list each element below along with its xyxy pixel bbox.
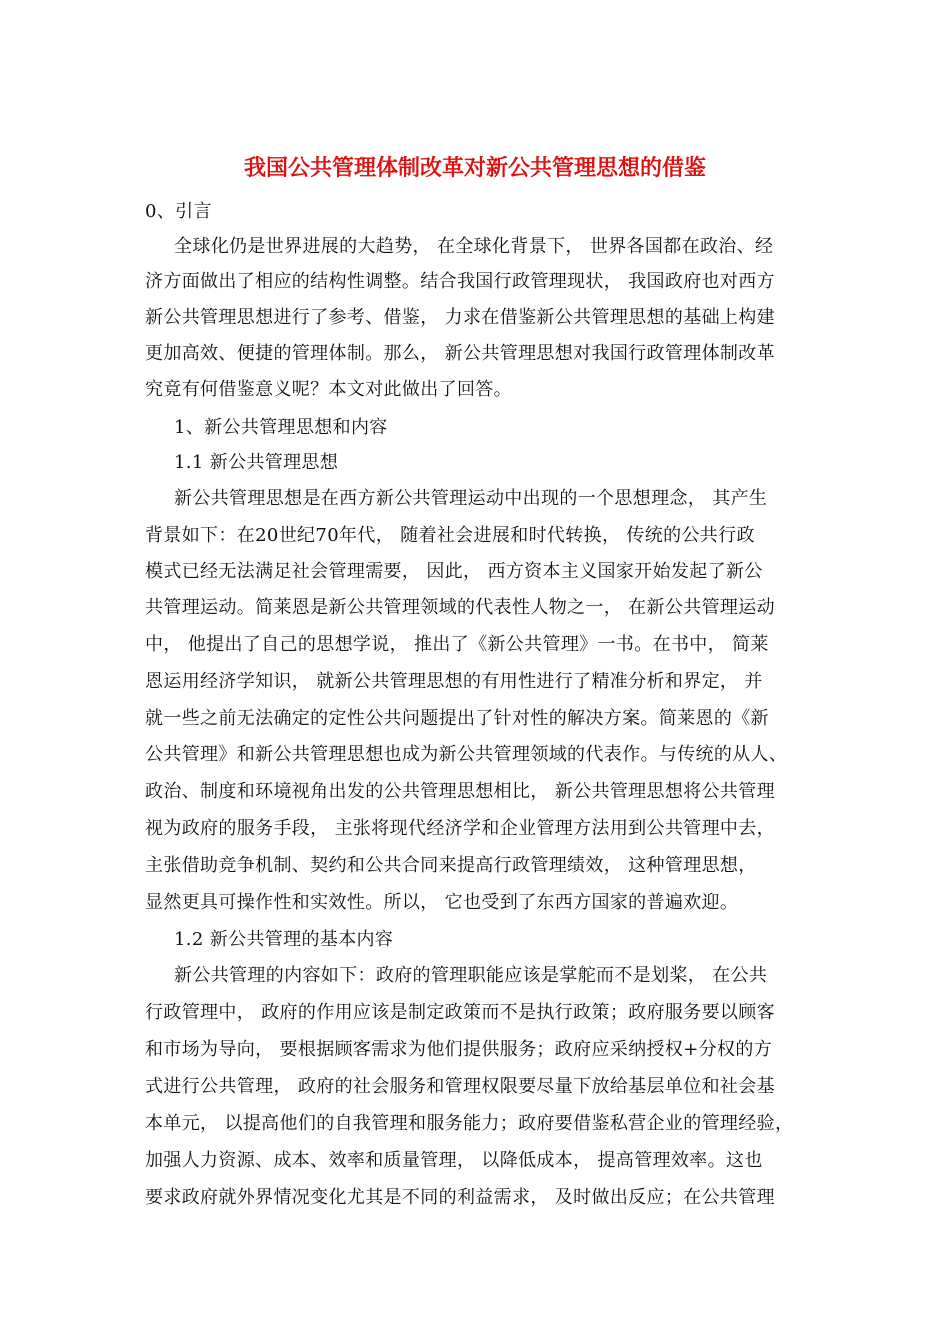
- paragraph-line: 加强人力资源、成本、效率和质量管理， 以降低成本， 提高管理效率。这也: [145, 1150, 763, 1171]
- paragraph-line: 视为政府的服务手段， 主张将现代经济学和企业管理方法用到公共管理中去，: [145, 818, 775, 839]
- heading-section-1: 1、新公共管理思想和内容: [174, 417, 388, 438]
- paragraph-line: 式进行公共管理， 政府的社会服务和管理权限要尽量下放给基层单位和社会基: [145, 1076, 775, 1097]
- paragraph-line: 恩运用经济学知识， 就新公共管理思想的有用性进行了精准分析和界定， 并: [145, 671, 763, 692]
- paragraph-line: 共管理运动。简莱恩是新公共管理领域的代表性人物之一， 在新公共管理运动: [145, 597, 775, 618]
- paragraph-line: 就一些之前无法确定的定性公共问题提出了针对性的解决方案。简莱恩的《新: [145, 708, 769, 729]
- paragraph-line: 行政管理中， 政府的作用应该是制定政策而不是执行政策；政府服务要以顾客: [145, 1002, 775, 1023]
- paragraph-line: 显然更具可操作性和实效性。所以， 它也受到了东西方国家的普遍欢迎。: [145, 892, 739, 913]
- heading-intro: 0、引言: [145, 201, 212, 222]
- paragraph-line: 模式已经无法满足社会管理需要， 因此， 西方资本主义国家开始发起了新公: [145, 561, 763, 582]
- paragraph-line: 要求政府就外界情况变化尤其是不同的利益需求， 及时做出反应；在公共管理: [145, 1187, 775, 1208]
- paragraph-line: 新公共管理思想是在西方新公共管理运动中出现的一个思想理念， 其产生: [174, 488, 768, 509]
- document-title: 我国公共管理体制改革对新公共管理思想的借鉴: [243, 155, 706, 181]
- paragraph-line: 公共管理》和新公共管理思想也成为新公共管理领域的代表作。与传统的从人、: [145, 744, 788, 765]
- paragraph-line: 中， 他提出了自己的思想学说， 推出了《新公共管理》一书。在书中， 简莱: [145, 634, 769, 655]
- paragraph-line: 主张借助竞争机制、契约和公共合同来提高行政管理绩效， 这种管理思想，: [145, 855, 757, 876]
- paragraph-line: 新公共管理的内容如下：政府的管理职能应该是掌舵而不是划桨， 在公共: [174, 965, 768, 986]
- paragraph-line: 和市场为导向， 要根据顾客需求为他们提供服务；政府应采纳授权+分权的方: [145, 1039, 773, 1060]
- paragraph-line: 全球化仍是世界进展的大趋势， 在全球化背景下， 世界各国都在政治、经: [174, 236, 774, 257]
- paragraph-line: 政治、制度和环境视角出发的公共管理思想相比， 新公共管理思想将公共管理: [145, 781, 775, 802]
- paragraph-line: 究竟有何借鉴意义呢？本文对此做出了回答。: [145, 379, 512, 400]
- paragraph-line: 更加高效、便捷的管理体制。那么， 新公共管理思想对我国行政管理体制改革: [145, 343, 775, 364]
- heading-section-1-2: 1.2 新公共管理的基本内容: [174, 929, 394, 950]
- paragraph-line: 背景如下：在20世纪70年代， 随着社会进展和时代转换， 传统的公共行政: [145, 525, 755, 546]
- paragraph-line: 济方面做出了相应的结构性调整。结合我国行政管理现状， 我国政府也对西方: [145, 271, 775, 292]
- paragraph-line: 新公共管理思想进行了参考、借鉴， 力求在借鉴新公共管理思想的基础上构建: [145, 307, 775, 328]
- heading-section-1-1: 1.1 新公共管理思想: [174, 452, 339, 473]
- paragraph-line: 本单元， 以提高他们的自我管理和服务能力；政府要借鉴私营企业的管理经验，: [145, 1113, 794, 1134]
